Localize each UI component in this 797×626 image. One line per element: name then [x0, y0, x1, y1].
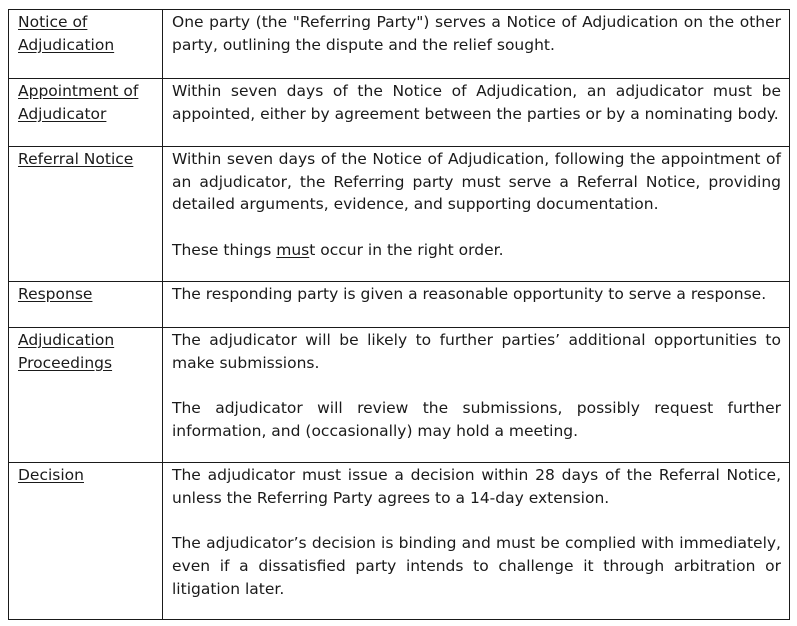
- description-paragraph: Within seven days of the Notice of Adjudication, an adjudicator must be appointed, either by agreement between the parties or by a nominating body.: [172, 82, 781, 123]
- description-paragraph: The adjudicator’s decision is binding and must be complied with immediately, even if a dissatisfied party intends to challenge it through arbitration or litigation later.: [172, 534, 781, 598]
- description-cell: [163, 463, 790, 620]
- table-row-notice-of-adjudication: [9, 10, 790, 79]
- description-paragraph: The adjudicator will be likely to further parties’ additional opportunities to make submissions.: [172, 331, 781, 372]
- term-cell: [9, 10, 163, 79]
- order-note-after: t occur in the right order.: [309, 240, 504, 259]
- term-cell: [9, 147, 163, 282]
- term-cell: [9, 463, 163, 620]
- description-cell: [163, 10, 790, 79]
- table-row-decision: [9, 463, 790, 620]
- term-cell: [9, 282, 163, 328]
- order-note-underlined: mus: [276, 240, 310, 259]
- description-cell: [163, 79, 790, 147]
- term-adjudication-proceedings: Adjudication Proceedings: [18, 331, 115, 372]
- order-note: [172, 239, 781, 262]
- adjudication-process-table: [8, 9, 790, 620]
- description-paragraph: Within seven days of the Notice of Adjudication, following the appointment of an adjudicator, the Referring party must serve a Referral Notice, providing detailed arguments, evidence, and supporting documentation.: [172, 150, 781, 214]
- table-row-referral-notice: [9, 147, 790, 282]
- term-cell: [9, 328, 163, 463]
- description-cell: [163, 147, 790, 282]
- table-row-response: [9, 282, 790, 328]
- description-paragraph: One party (the "Referring Party") serves a Notice of Adjudication on the other party, outlining the dispute and the relief sought.: [172, 13, 781, 54]
- term-appointment-of-adjudicator: Appointment of Adjudicator: [18, 82, 139, 123]
- description-paragraph: The adjudicator must issue a decision within 28 days of the Referral Notice, unless the Referring Party agrees to a 14-day extension.: [172, 466, 781, 507]
- term-cell: [9, 79, 163, 147]
- table-row-appointment-of-adjudicator: [9, 79, 790, 147]
- description-cell: [163, 328, 790, 463]
- description-paragraph: The adjudicator will review the submissions, possibly request further information, and (occasionally) may hold a meeting.: [172, 399, 781, 440]
- term-referral-notice: Referral Notice: [18, 150, 134, 168]
- description-paragraph: The responding party is given a reasonable opportunity to serve a response.: [172, 285, 767, 303]
- term-notice-of-adjudication: Notice of Adjudication: [18, 13, 115, 54]
- term-response: Response: [18, 285, 93, 303]
- term-decision: Decision: [18, 466, 84, 484]
- order-note-before: These things: [172, 240, 277, 259]
- description-cell: [163, 282, 790, 328]
- table-row-adjudication-proceedings: [9, 328, 790, 463]
